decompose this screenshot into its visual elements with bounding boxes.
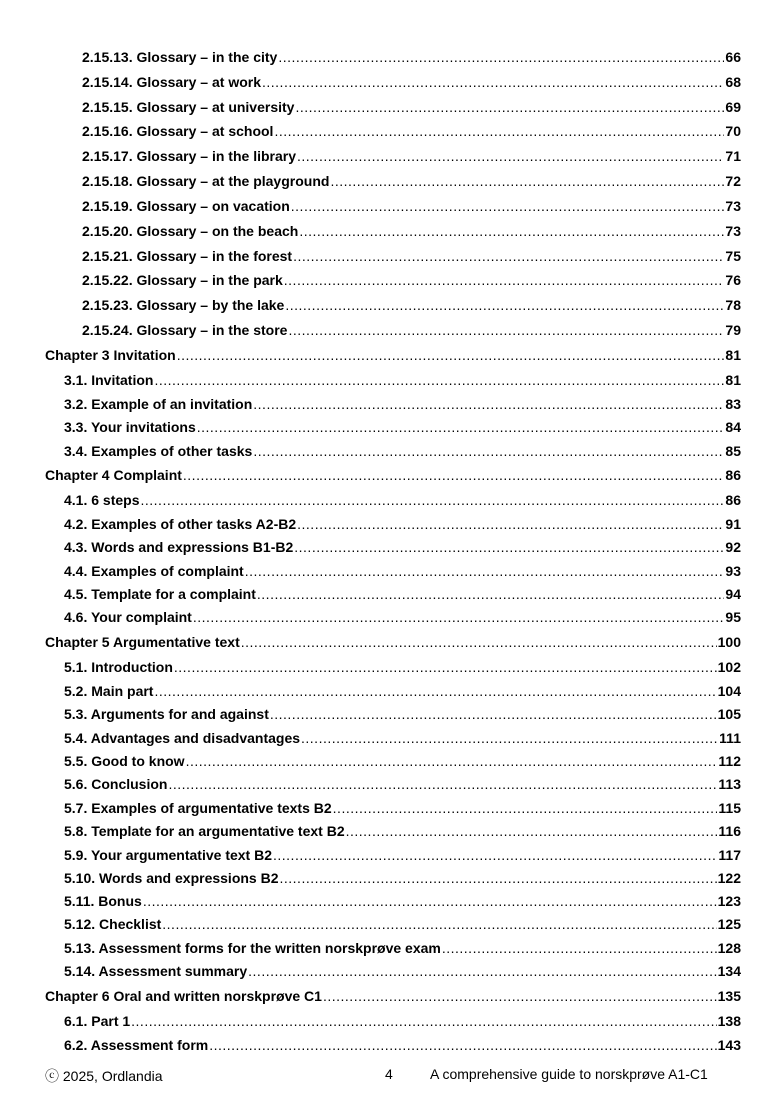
toc-dot-leader	[154, 371, 724, 389]
toc-entry-page: 79	[725, 322, 741, 338]
toc-entry[interactable]	[82, 197, 741, 215]
toc-dot-leader	[442, 939, 717, 957]
toc-entry-page: 112	[718, 753, 741, 769]
toc-entry-page: 122	[717, 870, 741, 886]
toc-dot-leader	[209, 1036, 716, 1054]
toc-entry-page: 73	[725, 198, 741, 214]
toc-dot-leader	[274, 122, 724, 140]
toc-dot-leader	[284, 271, 725, 289]
toc-entry-page: 92	[725, 539, 741, 555]
toc-dot-leader	[253, 442, 724, 460]
toc-entry-title: 5.5. Good to know	[64, 753, 185, 769]
toc-dot-leader	[253, 395, 724, 413]
toc-entry-page: 128	[717, 940, 741, 956]
toc-entry-title: Chapter 5 Argumentative text	[45, 634, 240, 650]
toc-entry[interactable]	[64, 822, 741, 840]
toc-entry-title: 2.15.21. Glossary – in the forest	[82, 248, 293, 264]
toc-dot-leader	[278, 48, 724, 66]
toc-entry[interactable]	[64, 562, 741, 580]
toc-entry-title: 5.13. Assessment forms for the written norskprøve exam	[64, 940, 441, 956]
toc-entry-title: 3.2. Example of an invitation	[64, 396, 253, 412]
toc-entry[interactable]	[64, 846, 741, 864]
toc-entry-page: 73	[725, 223, 741, 239]
toc-entry[interactable]	[64, 395, 741, 413]
toc-dot-leader	[295, 98, 724, 116]
toc-entry-title: 2.15.17. Glossary – in the library	[82, 148, 296, 164]
toc-entry-title: 3.4. Examples of other tasks	[64, 443, 253, 459]
toc-chapter-entry[interactable]	[45, 987, 741, 1005]
toc-entry-page: 123	[717, 893, 741, 909]
toc-dot-leader	[323, 987, 717, 1005]
toc-entry-title: 5.9. Your argumentative text B2	[64, 847, 272, 863]
toc-dot-leader	[262, 73, 724, 91]
toc-dot-leader	[197, 418, 725, 436]
toc-entry[interactable]	[64, 775, 741, 793]
toc-entry-title: 2.15.18. Glossary – at the playground	[82, 173, 330, 189]
toc-entry[interactable]	[64, 418, 741, 436]
toc-entry-page: 76	[725, 272, 741, 288]
toc-entry[interactable]	[64, 371, 741, 389]
toc-entry[interactable]	[82, 122, 741, 140]
toc-entry-page: 81	[725, 347, 741, 363]
toc-dot-leader	[162, 915, 716, 933]
toc-chapter-entry[interactable]	[45, 346, 741, 364]
toc-entry-title: 2.15.20. Glossary – on the beach	[82, 223, 299, 239]
toc-entry-title: 2.15.14. Glossary – at work	[82, 74, 261, 90]
toc-entry-title: 4.6. Your complaint	[64, 609, 192, 625]
toc-dot-leader	[301, 729, 718, 747]
toc-dot-leader	[241, 633, 717, 651]
toc-entry[interactable]	[64, 658, 741, 676]
toc-entry-page: 85	[725, 443, 741, 459]
toc-entry[interactable]	[64, 538, 741, 556]
toc-entry-page: 84	[725, 419, 741, 435]
toc-entry-title: 5.3. Arguments for and against	[64, 706, 269, 722]
toc-entry[interactable]	[64, 705, 741, 723]
footer-copyright: ⓒ 2025, Ordlandia	[45, 1068, 163, 1084]
toc-entry-page: 125	[717, 916, 741, 932]
toc-dot-leader	[154, 682, 716, 700]
toc-entry-title: 4.5. Template for a complaint	[64, 586, 256, 602]
toc-entry[interactable]	[64, 892, 741, 910]
toc-chapter-entry[interactable]	[45, 633, 741, 651]
toc-entry-title: Chapter 3 Invitation	[45, 347, 176, 363]
toc-entry-page: 69	[725, 99, 741, 115]
toc-entry[interactable]	[64, 1012, 741, 1030]
toc-entry[interactable]	[64, 752, 741, 770]
toc-dot-leader	[183, 466, 725, 484]
toc-entry-title: 5.6. Conclusion	[64, 776, 168, 792]
toc-entry-title: 2.15.23. Glossary – by the lake	[82, 297, 285, 313]
toc-entry-page: 143	[717, 1037, 741, 1053]
toc-entry[interactable]	[64, 1036, 741, 1054]
toc-entry-page: 86	[725, 467, 741, 483]
toc-entry[interactable]	[64, 962, 741, 980]
toc-entry-page: 113	[718, 776, 741, 792]
toc-entry[interactable]	[82, 73, 741, 91]
toc-entry[interactable]	[64, 729, 741, 747]
toc-dot-leader	[248, 962, 716, 980]
toc-entry[interactable]	[64, 515, 741, 533]
toc-entry[interactable]	[64, 915, 741, 933]
toc-entry-page: 66	[725, 49, 741, 65]
toc-entry[interactable]	[64, 869, 741, 887]
toc-dot-leader	[294, 538, 724, 556]
toc-entry[interactable]	[82, 147, 741, 165]
toc-entry-page: 104	[717, 683, 741, 699]
toc-entry-title: 4.2. Examples of other tasks A2-B2	[64, 516, 297, 532]
toc-entry-title: 4.4. Examples of complaint	[64, 563, 244, 579]
toc-entry-title: 5.8. Template for an argumentative text B2	[64, 823, 345, 839]
toc-entry-title: 2.15.15. Glossary – at university	[82, 99, 295, 115]
toc-dot-leader	[270, 705, 717, 723]
toc-dot-leader	[297, 147, 724, 165]
toc-dot-leader	[346, 822, 718, 840]
toc-dot-leader	[186, 752, 718, 770]
toc-entry-title: 2.15.24. Glossary – in the store	[82, 322, 288, 338]
toc-entry[interactable]	[64, 491, 741, 509]
toc-entry-page: 86	[725, 492, 741, 508]
toc-entry[interactable]	[82, 98, 741, 116]
toc-dot-leader	[299, 222, 724, 240]
toc-dot-leader	[273, 846, 717, 864]
toc-entry[interactable]	[82, 271, 741, 289]
toc-dot-leader	[177, 346, 725, 364]
toc-entry[interactable]	[64, 608, 741, 626]
toc-entry[interactable]	[64, 939, 741, 957]
toc-entry-page: 138	[717, 1013, 741, 1029]
toc-entry-page: 117	[718, 847, 741, 863]
toc-entry[interactable]	[82, 222, 741, 240]
toc-dot-leader	[143, 892, 717, 910]
toc-entry-title: 4.3. Words and expressions B1-B2	[64, 539, 294, 555]
toc-entry-title: 5.10. Words and expressions B2	[64, 870, 279, 886]
footer-book-title: A comprehensive guide to norskprøve A1-C1	[430, 1066, 708, 1082]
toc-entry-page: 135	[717, 988, 741, 1004]
toc-entry[interactable]	[64, 682, 741, 700]
toc-entry-page: 111	[719, 730, 741, 746]
toc-entry-page: 95	[725, 609, 741, 625]
toc-entry[interactable]	[64, 799, 741, 817]
toc-entry-page: 71	[725, 148, 741, 164]
toc-entry-title: 2.15.13. Glossary – in the city	[82, 49, 278, 65]
toc-entry-page: 68	[725, 74, 741, 90]
toc-dot-leader	[168, 775, 717, 793]
toc-entry-page: 134	[717, 963, 741, 979]
toc-chapter-entry[interactable]	[45, 466, 741, 484]
toc-entry-page: 70	[725, 123, 741, 139]
toc-entry-title: 5.14. Assessment summary	[64, 963, 248, 979]
toc-dot-leader	[193, 608, 725, 626]
toc-dot-leader	[174, 658, 717, 676]
toc-dot-leader	[257, 585, 725, 603]
toc-entry-page: 78	[725, 297, 741, 313]
toc-entry[interactable]	[64, 585, 741, 603]
toc-entry-title: 5.12. Checklist	[64, 916, 162, 932]
toc-entry-page: 75	[725, 248, 741, 264]
toc-entry-title: 6.2. Assessment form	[64, 1037, 209, 1053]
toc-entry[interactable]	[82, 321, 741, 339]
toc-dot-leader	[297, 515, 724, 533]
toc-entry-title: 2.15.22. Glossary – in the park	[82, 272, 283, 288]
toc-entry-title: 5.1. Introduction	[64, 659, 173, 675]
toc-entry-page: 81	[725, 372, 741, 388]
toc-entry-page: 105	[717, 706, 741, 722]
toc-entry-page: 94	[725, 586, 741, 602]
toc-entry-page: 91	[725, 516, 741, 532]
toc-entry[interactable]	[82, 48, 741, 66]
toc-entry-title: 3.1. Invitation	[64, 372, 154, 388]
toc-entry[interactable]	[64, 442, 741, 460]
toc-entry[interactable]	[82, 296, 741, 314]
toc-dot-leader	[141, 491, 725, 509]
toc-dot-leader	[293, 247, 724, 265]
footer-page-number: 4	[385, 1066, 393, 1082]
toc-entry-title: 6.1. Part 1	[64, 1013, 131, 1029]
toc-entry-title: 5.4. Advantages and disadvantages	[64, 730, 301, 746]
toc-entry-page: 116	[718, 823, 741, 839]
toc-entry-page: 83	[725, 396, 741, 412]
toc-entry-title: 5.2. Main part	[64, 683, 154, 699]
toc-entry-page: 115	[718, 800, 741, 816]
toc-entry-title: 4.1. 6 steps	[64, 492, 140, 508]
toc-entry-page: 72	[725, 173, 741, 189]
toc-entry-title: 3.3. Your invitations	[64, 419, 196, 435]
toc-dot-leader	[245, 562, 725, 580]
toc-entry-page: 100	[717, 634, 741, 650]
toc-dot-leader	[333, 799, 718, 817]
toc-entry-title: 2.15.16. Glossary – at school	[82, 123, 274, 139]
page-footer	[0, 1066, 781, 1086]
toc-entry[interactable]	[82, 247, 741, 265]
toc-entry-page: 93	[725, 563, 741, 579]
toc-dot-leader	[288, 321, 724, 339]
toc-entry-page: 102	[717, 659, 741, 675]
toc-entry-title: Chapter 6 Oral and written norskprøve C1	[45, 988, 322, 1004]
toc-entry[interactable]	[82, 172, 741, 190]
toc-dot-leader	[131, 1012, 716, 1030]
toc-dot-leader	[330, 172, 724, 190]
toc-entry-title: 5.7. Examples of argumentative texts B2	[64, 800, 332, 816]
toc-entry-title: 2.15.19. Glossary – on vacation	[82, 198, 290, 214]
toc-dot-leader	[285, 296, 724, 314]
toc-entry-title: 5.11. Bonus	[64, 893, 142, 909]
toc-dot-leader	[291, 197, 725, 215]
toc-dot-leader	[280, 869, 717, 887]
toc-entry-title: Chapter 4 Complaint	[45, 467, 182, 483]
